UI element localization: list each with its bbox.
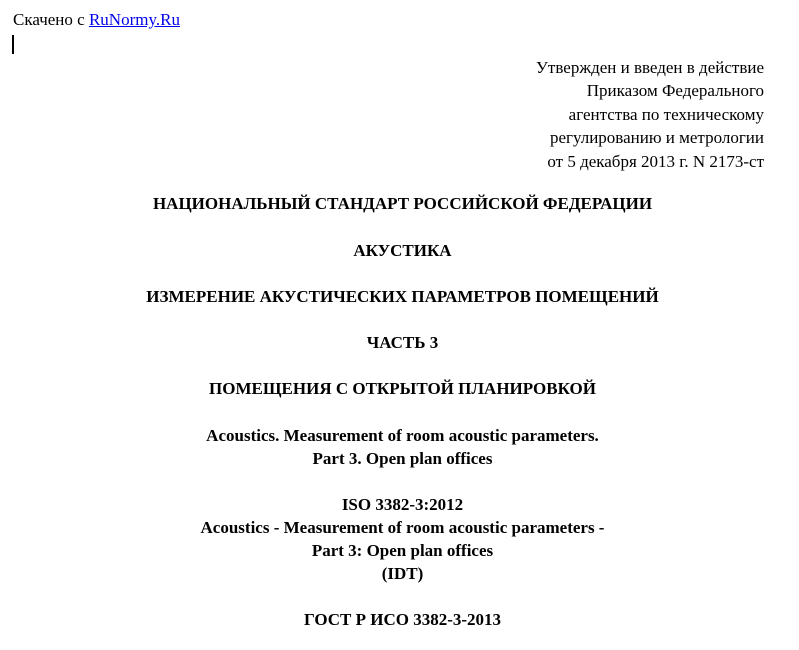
- approval-line: Утвержден и введен в действие: [535, 58, 764, 77]
- iso-idt: (IDT): [381, 564, 424, 583]
- source-line: [13, 10, 180, 30]
- english-title-line: Part 3. Open plan offices: [312, 449, 493, 468]
- standard-type-heading: НАЦИОНАЛЬНЫЙ СТАНДАРТ РОССИЙСКОЙ ФЕДЕРАЦИИ: [152, 194, 653, 213]
- iso-number: ISO 3382-3:2012: [341, 495, 464, 514]
- source-link[interactable]: RuNormy.Ru: [88, 10, 180, 29]
- approval-line: от 5 декабря 2013 г. N 2173-ст: [547, 151, 764, 171]
- text-cursor: [12, 35, 14, 54]
- approval-line: агентства по техническому: [568, 104, 764, 124]
- approval-line: регулированию и метрологии: [549, 128, 764, 148]
- source-prefix: Скачено с: [13, 10, 89, 29]
- approval-line: Приказом Федерального: [586, 81, 764, 101]
- approval-block: [536, 56, 764, 173]
- gost-designation: ГОСТ Р ИСО 3382-3-2013: [303, 610, 502, 629]
- iso-block: [0, 493, 799, 585]
- main-title-heading: ИЗМЕРЕНИЕ АКУСТИЧЕСКИХ ПАРАМЕТРОВ ПОМЕЩЕНИЙ: [146, 287, 659, 306]
- part-heading: ЧАСТЬ 3: [366, 333, 439, 352]
- part-title-heading: ПОМЕЩЕНИЯ С ОТКРЫТОЙ ПЛАНИРОВКОЙ: [209, 379, 596, 398]
- english-title: [0, 424, 799, 470]
- english-title-line: Acoustics. Measurement of room acoustic parameters.: [206, 426, 599, 445]
- subject-heading: АКУСТИКА: [353, 241, 452, 260]
- iso-title-line: Acoustics - Measurement of room acoustic parameters -: [200, 518, 605, 537]
- iso-title-line: Part 3: Open plan offices: [311, 541, 494, 560]
